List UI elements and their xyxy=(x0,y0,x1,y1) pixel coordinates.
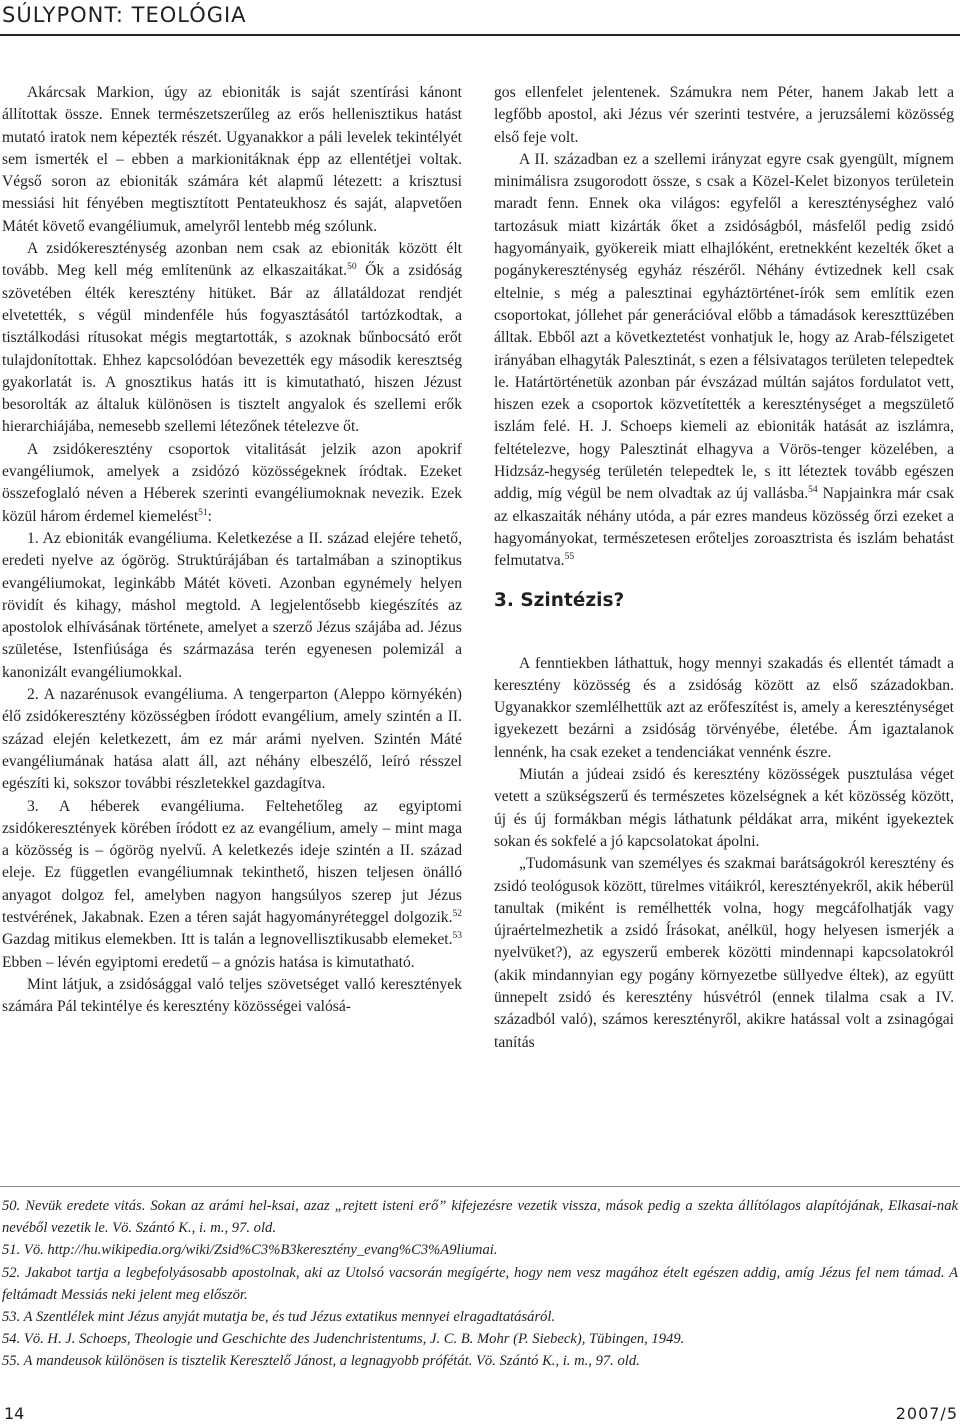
paragraph: A II. században ez a szellemi irányzat egyre csak gyengült, mígnem minimálisra zsugorodott össze, s csak a Közel-Kelet bizonyos területein maradt fenn. Ennek oka világos: egyfelől a kereszténységhez való tartozásuk miatt kizárták őket a zsidóságból, másfelől pedig zsidó hagyományaik, gyökereik miatt elhajlóként, eretnekként kezelték őket a pogánykereszténység egyház részéről. Néhány évtizednek kell csak eltelnie, s még a palesztinai egyháztörténet-írók sem említik ezen csoportokat, jóllehet pár generációval előbb a támadások kereszttüzében álltak. Ebből azt a következtetést vonhatjuk le, hogy az Arab-félszigetet irányában elhagyták Palesztinát, s ezen a félsivatagos területen telepedtek le. Határtörténetük azonban pár évszázad múltán sajátos fordulatot vett, hiszen ezek a csoportok közvetítették a kereszténységet a megszülető iszlám felé. H. J. Schoeps kiemeli az ebioniták hatását az iszlámra, feltételezve, hogy Palesztinát elhagyva a Vörös-tenger közelében, a Hidzsáz-hegység területén telepedtek le, s itt léteztek tovább egészen addig, míg végül be nem olvadtak az új vallásba.$^{54}$ Napjainkra már csak az elkaszaiták néhány utóda, a pár ezres mandeus közösség őrzi ezeket a hagyományokat, természetesen erőteljes zoroasztrista és iszlám behatást felmutatva.$^{55}$ xyxy=(494,150,954,570)
footnote-ref: 52 xyxy=(452,908,462,919)
footnote: 54. Vö. H. J. Schoeps, Theologie und Geschichte des Judenchristentums, J. C. B. Mohr (P. Siebeck), Tübingen, 1949. xyxy=(2,1331,685,1348)
footnote-ref: 53 xyxy=(452,931,462,942)
paragraph: 3. A héberek evangéliuma. Feltehetőleg az egyiptomi zsidókeresztények körében íródott ez az evangélium, amely – mint maga a közösség is – ógörög nyelvű. A keletkezés ideje szintén a II. század eleje. Ez független evangéliumnak tekinthető, hiszen teljesen önálló anyagot dolgoz fel, amelyben nagyon hangsúlyos szerep jut Jézus testvérének, Jakabnak. Ezen a téren saját hagyományréteggel dolgozik.$^{52}$ Gazdag mitikus elemekben. Itt is talán a legnovellisztikusabb elemeket.$^{53}$ Ebben – lévén egyiptomi eredetű – a gnózis hatása is kimutatható. xyxy=(2,797,462,971)
footnote: 51. Vö. http://hu.wikipedia.org/wiki/Zsid%C3%B3keresztény_evang%C3%A9liumai. xyxy=(2,1242,498,1259)
left-text-column xyxy=(2,82,462,1018)
paragraph: gos ellenfelet jelentenek. Számukra nem Péter, hanem Jakab lett a legfőbb apostol, aki Jézus vér szerinti testvére, a jeruzsálemi közösség első feje volt. xyxy=(494,84,954,146)
paragraph: A fenntiekben láthattuk, hogy mennyi szakadás és ellentét támadt a keresztény közösség és a zsidóság között az első századokban. Ugyanakkor szemlélhettük azt az erőfeszítést is, amely a kereszténységet igyekezett bezárni a zsidóság törvényébe, életébe. Ám igaztalanok lennénk, ha csak ezeket a tendenciákat vennénk észre. xyxy=(494,654,954,761)
footnote-ref: 54 xyxy=(808,485,818,496)
paragraph: A zsidókereszténység azonban nem csak az ebioniták között élt tovább. Meg kell még említenünk az elkaszaitákat.$^{50}$ Ők a zsidóság szövetében élték keresztény hitüket. Bár az állatáldozat rendjét elvetették, s végül mindenféle hús fogyasztásától tartózkodtak, a tisztálkodási rítusokat mégis megtartották, s azoknak bűnbocsátó erőt tulajdonítottak. Ehhez kapcsolódóan bevezették egy második keresztség gyakorlatát is. A gnosztikus hatás itt is kimutatható, hiszen Jézust besorolták az általuk különösen is tisztelt angyalok és szellemi erők hierarchiájába, nemesebb szellemi létezőnek tételezve őt. xyxy=(2,240,462,436)
right-text-column xyxy=(494,82,954,1054)
page-number: 14 xyxy=(4,1404,25,1423)
paragraph: 2. A nazarénusok evangéliuma. A tengerparton (Aleppo környékén) élő zsidókeresztény közösségben íródott evangélium, amely szintén a II. század elején keletkezett, ám ez már arámi nyelven. Szintén Máté evangéliumának hatása alatt áll, azt néhány elbeszélő, leíró résszel egészíti ki, sokszor további részletekkel gazdagítva. xyxy=(2,686,462,793)
footnote: 50. Nevük eredete vitás. Sokan az arámi hel-ksai, azaz „rejtett isteni erő” kifejezésre vezetik vissza, mások pedig a szekta állítólagos alapítójának, Elkasai-nak nevéből vezetik le. Vö. Szántó K., i. m., 97. old. xyxy=(2,1198,958,1237)
footnote-ref: 55 xyxy=(564,552,575,563)
paragraph: A zsidókeresztény csoportok vitalitását jelzik azon apokrif evangéliumok, amelyek a zsidózó közösségeknek íródtak. Ezeket összefoglaló néven a Héberek szerinti evangéliumoknak nevezik. Ezek közül három érdemel kiemelést$^{51}$: xyxy=(2,440,462,525)
footnotes xyxy=(2,1195,958,1373)
running-head xyxy=(0,0,960,36)
footnote-ref: 51 xyxy=(198,507,208,518)
footnote-separator xyxy=(0,1186,960,1187)
paragraph: Akárcsak Markion, úgy az ebioniták is saját szentírási kánont állítottak össze. Ennek természetszerűleg az erős hellenisztikus hatást mutató iratok nem képezték részét. Ugyanakkor a páli levelek tekintélyét sem ismerték el – ebben a markionitáknak épp az ellentétjei voltak. Végső soron az ebioniták számára két alapmű létezett: a krisztusi messiási hit fényében megtisztított Pentateukhosz és saját, alapvetően Mátét követő evangéliumuk, amelyről lentebb még szólunk. xyxy=(2,84,462,235)
issue-number: 2007/5 xyxy=(895,1404,958,1423)
footnote: 52. Jakabot tartja a legbefolyásosabb apostolnak, aki az Utolsó vacsorán megígérte, hogy nem vesz magához ételt egészen addig, amíg Jézus fel nem támad. A feltámadt Messiás neki jelent meg először. xyxy=(2,1264,958,1303)
paragraph: Miután a júdeai zsidó és keresztény közösségek pusztulása véget vetett a szükségszerű és természetes közelségnek a két közösség között, új és új formákban mégis láthatunk példákat arra, miként igyekeztek sokan és sokfelé a jó kapcsolatokat ápolni. xyxy=(494,766,954,850)
header-rule xyxy=(0,34,960,36)
footnote: 53. A Szentlélek mint Jézus anyját mutatja be, és tud Jézus extatikus mennyei elragadtatásáról. xyxy=(2,1309,556,1326)
section-heading: 3. Szintézis? xyxy=(494,589,625,611)
journal-section-title: SÚLYPONT: TEOLÓGIA xyxy=(2,3,247,27)
paragraph: 1. Az ebioniták evangéliuma. Keletkezése a II. század elejére tehető, eredeti nyelve az ógörög. Struktúrájában és tartalmában a szinoptikus evangéliumokat, leginkább Mátét követi. Azonban egynémely helyen rövidít és kihagy, máshol megtold. A legjelentősebb kiegészítés az apostolok elhívásának története, amelyet a szerző Jézus szájába ad. Jézus születése, Istenfiúsága és származása terén egyenesen polemizál a kanonizált evangéliumokkal. xyxy=(2,529,462,681)
paragraph: Mint látjuk, a zsidósággal való teljes szövetséget valló keresztények számára Pál tekintélye és keresztény közösségei valósá- xyxy=(2,975,462,1016)
paragraph: „Tudomásunk van személyes és szakmai barátságokról keresztény és zsidó teológusok között, türelmes vitáikról, keresztényekről, akik héberül tanultak (miként is remélhették volna, hogy megcáfolhatják vagy újraértelmezhetik a zsidó Írásokat, anélkül, hogy helyesen ismerjék a nyelvüket?), az egyszerű emberek közötti mindennapi kapcsolatokról (akik mindannyian egy pogány környezetbe süllyedve éltek), az együtt ünnepelt zsidó és keresztény húsvétról (ennek tilalma csak a IV. századból való), számos keresztényről, akikre hatással volt a zsinagógai tanítás xyxy=(494,855,954,1051)
footnote-ref: 50 xyxy=(347,262,357,273)
footnote: 55. A mandeusok különösen is tisztelik Keresztelő Jánost, a legnagyobb prófétát. Vö. Szántó K., i. m., 97. old. xyxy=(2,1353,640,1370)
